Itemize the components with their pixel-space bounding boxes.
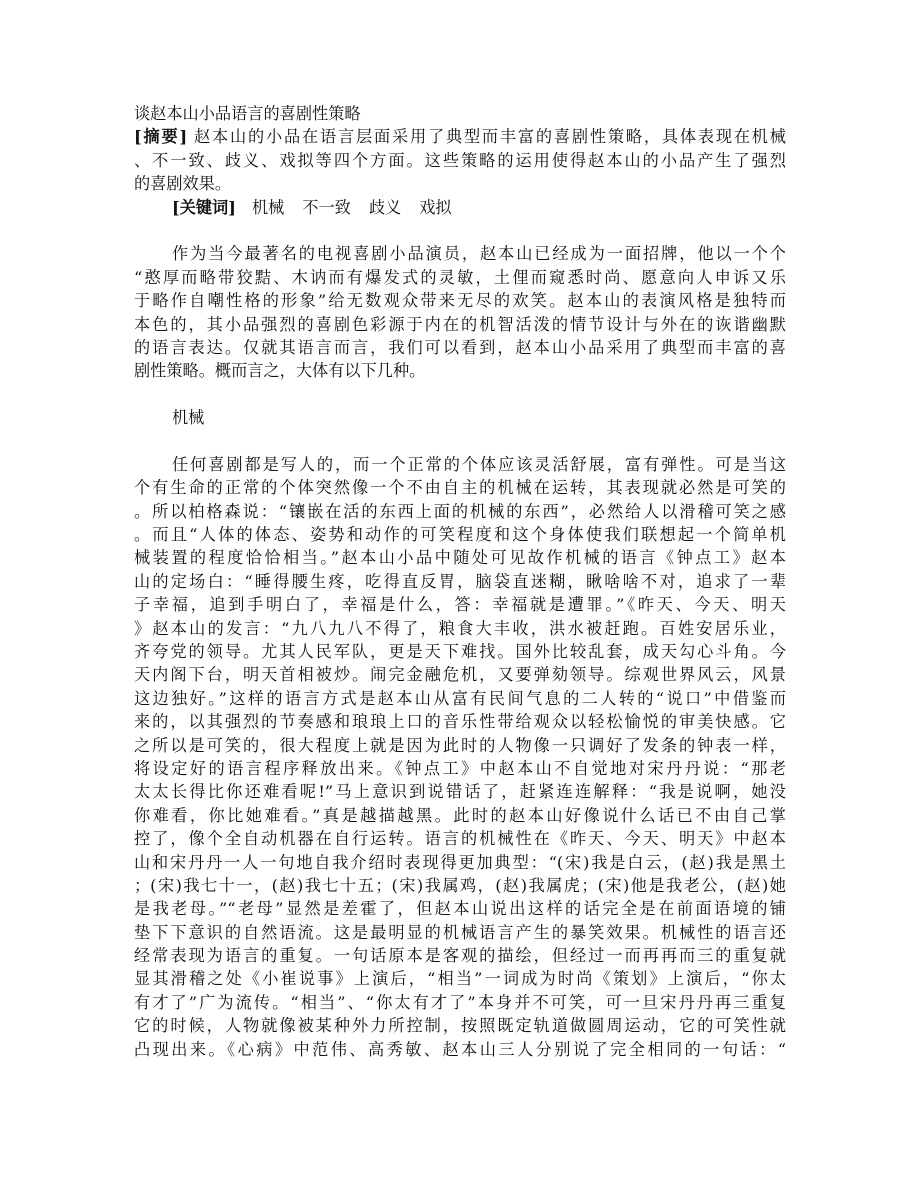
keyword: 不一致 [302,197,351,217]
spacer [134,429,786,452]
intro-line: “憨厚而略带狡黠、木讷而有爆发式的灵敏，土俚而窥悉时尚、愿意向人申诉又乐 [134,267,786,287]
body-paragraph [134,453,786,1061]
body-line: 这边独好。”这样的语言方式是赵本山从富有民间气息的二人转的“说口”中借鉴而 [134,688,786,708]
abstract-text: 赵本山的小品在语言层面采用了典型而丰富的喜剧性策略，具体表现在机械 [194,127,786,147]
body-line: 来的，以其强烈的节奏感和琅琅上口的音乐性带给观众以轻松愉悦的审美快感。它 [134,712,786,732]
document-page [134,102,786,1061]
body-line: 经常表现为语言的重复。一句话原本是客观的描绘，但经过一而再再而三的重复就 [134,946,786,966]
section-heading: 机械 [172,408,205,428]
intro-paragraph [134,242,786,382]
body-line: 天内阁下台，明天首相被炒。闹完金融危机，又要弹劾领导。综观世界风云，风景 [134,665,786,685]
body-line: 。所以柏格森说：“镶嵌在活的东西上面的机械的东西”，必然给人以滑稽可笑之感 [134,501,786,521]
intro-line: 的语言表达。仅就其语言而言，我们可以看到，赵本山小品采用了典型而丰富的喜 [134,337,786,357]
body-line: 控了，像个全自动机器在自行运转。语言的机械性在《昨天、今天、明天》中赵本 [134,829,786,849]
intro-line: 于略作自嘲性格的形象”给无数观众带来无尽的欢笑。赵本山的表演风格是独特而 [134,291,786,311]
body-line: 个有生命的正常的个体突然像一个不由自主的机械在运转，其表现就必然是可笑的 [134,478,786,498]
body-line: 显其滑稽之处《小崔说事》上演后，“相当”一词成为时尚《策划》上演后，“你太 [134,969,786,989]
intro-line: 作为当今最著名的电视喜剧小品演员，赵本山已经成为一面招牌，他以一个个 [172,244,786,264]
body-line: ；(宋)我七十一，(赵)我七十五；(宋)我属鸡，(赵)我属虎；(宋)他是我老公，(赵)她 [134,875,786,895]
body-line: 。而且“人体的体态、姿势和动作的可笑程度和这个身体使我们联想起一个简单机 [134,525,786,545]
abstract-label: [摘要] [134,127,188,147]
body-line: 之所以是可笑的，很大程度上就是因为此时的人物像一只调好了发条的钟表一样， [134,735,786,755]
body-line: 垫下下意识的自然语流。这是最明显的机械语言产生的暴笑效果。机械性的语言还 [134,922,786,942]
keywords-line [134,196,786,219]
document-title: 谈赵本山小品语言的喜剧性策略 [134,104,361,123]
keywords-label: [关键词] [172,197,236,217]
body-line: 有才了”广为流传。“相当”、“你太有才了”本身并不可笑，可一旦宋丹丹再三重复 [134,992,786,1012]
intro-line: 本色的，其小品强烈的喜剧色彩源于内在的机智活泼的情节设计与外在的诙谐幽默 [134,314,786,334]
spacer [134,383,786,406]
abstract-line-1 [134,125,786,148]
abstract-line: 、不一致、歧义、戏拟等四个方面。这些策略的运用使得赵本山的小品产生了强烈 [134,150,786,170]
body-line: 你难看，你比她难看。”真是越描越黑。此时的赵本山好像说什么话已不由自己掌 [134,805,786,825]
body-line: 子幸福，追到手明白了，幸福是什么，答：幸福就是遭罪。”《昨天、今天、明天 [134,595,786,615]
body-line: 》赵本山的发言：“九八九八不得了，粮食大丰收，洪水被赶跑。百姓安居乐业， [134,618,786,638]
body-line: 山和宋丹丹一人一句地自我介绍时表现得更加典型：“(宋)我是白云，(赵)我是黑土 [134,852,786,872]
keyword: 机械 [251,197,285,217]
keyword: 歧义 [368,197,402,217]
body-line: 它的时候，人物就像被某种外力所控制，按照既定轨道做圆周运动，它的可笑性就 [134,1016,786,1036]
body-line: 任何喜剧都是写人的，而一个正常的个体应该灵活舒展，富有弹性。可是当这 [172,454,786,474]
body-line: 山的定场白：“睡得腰生疼，吃得直反胃，脑袋直迷糊，瞅啥啥不对，追求了一辈 [134,571,786,591]
keyword: 戏拟 [419,197,452,217]
body-line: 械装置的程度恰恰相当。”赵本山小品中随处可见故作机械的语言《钟点工》赵本 [134,548,786,568]
body-line: 将设定好的语言程序释放出来。《钟点工》中赵本山不自觉地对宋丹丹说：“那老 [134,758,786,778]
body-line: 齐夸党的领导。尤其人民军队，更是天下难找。国外比较乱套，成天勾心斗角。今 [134,641,786,661]
intro-line: 剧性策略。概而言之，大体有以下几种。 [134,361,426,381]
body-line: 凸现出来。《心病》中范伟、高秀敏、赵本山三人分别说了完全相同的一句话：“ [134,1039,786,1059]
spacer [134,219,786,242]
body-line: 是我老母。”“老母”显然是差霍了，但赵本山说出这样的话完全是在前面语境的铺 [134,899,786,919]
abstract-line: 的喜剧效果。 [134,174,232,194]
body-line: 太太长得比你还难看呢!”马上意识到说错话了，赶紧连连解释：“我是说啊，她没 [134,782,786,802]
